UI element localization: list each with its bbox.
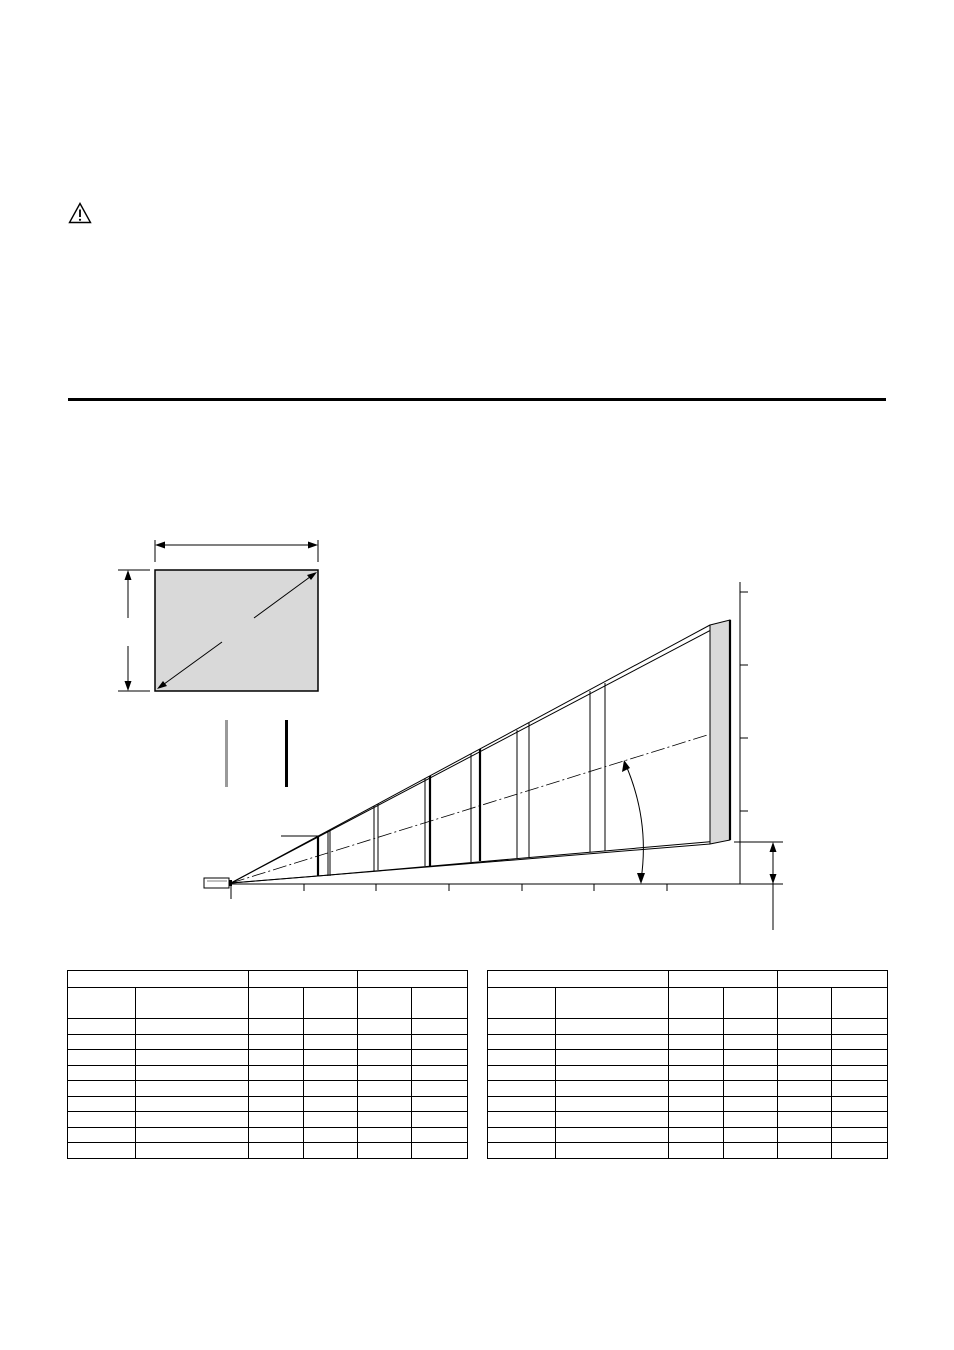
- legend-grey-bar: [225, 720, 228, 787]
- throw-distance-table-left: [67, 970, 468, 1159]
- angle-arc: [625, 763, 643, 880]
- legend-black-bar: [285, 720, 288, 787]
- table-row: [488, 1096, 888, 1112]
- table-row: [488, 1081, 888, 1097]
- table-row: [68, 1019, 468, 1035]
- floor-scale: [231, 884, 740, 899]
- table-row: [68, 1112, 468, 1128]
- table-row: [68, 1034, 468, 1050]
- table-row: [68, 1127, 468, 1143]
- projector-icon: [204, 878, 232, 888]
- table-row: [68, 1096, 468, 1112]
- table-row: [68, 1081, 468, 1097]
- vertical-scale: [740, 582, 748, 884]
- table-row: [488, 1143, 888, 1159]
- table-row: [488, 1065, 888, 1081]
- height-offset-marker: [728, 842, 783, 930]
- table-row: [488, 1112, 888, 1128]
- far-screen: [710, 620, 730, 844]
- table-row: [68, 1143, 468, 1159]
- throw-distance-table-right: [487, 970, 888, 1159]
- screen-positions: [318, 683, 605, 876]
- table-row: [488, 1127, 888, 1143]
- table-row: [488, 1034, 888, 1050]
- table-row: [488, 1019, 888, 1035]
- table-row: [488, 1050, 888, 1066]
- screen-size-illustration: [118, 540, 318, 691]
- table-row: [68, 1050, 468, 1066]
- table-row: [68, 1065, 468, 1081]
